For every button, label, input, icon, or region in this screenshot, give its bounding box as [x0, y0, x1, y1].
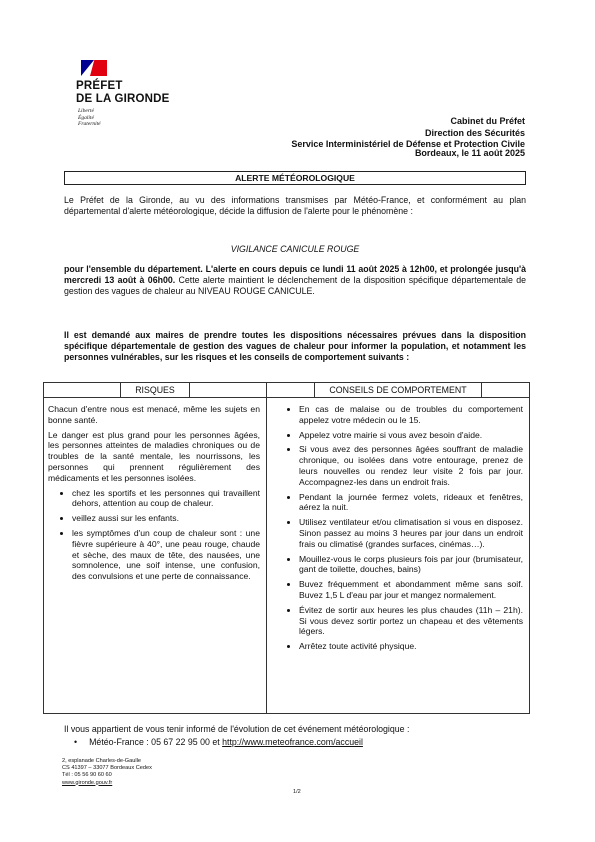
- motto-fraternite: Fraternité: [78, 121, 101, 127]
- footer-line-1: 2, esplanade Charles-de-Gaulle: [62, 758, 141, 764]
- footer-line-2: CS 41397 – 33077 Bordeaux Cedex: [62, 765, 152, 772]
- service-line-3: Service Interministériel de Défense et Protection Civile: [291, 139, 525, 149]
- risk-paragraph: Le danger est plus grand pour les personnes âgées, les personnes atteintes de maladies chroniques ou de troubles de la santé mentale, les nourrissons, les personnes qui prennent régulièrement des médicaments et les personnes isolées.: [48, 429, 260, 483]
- service-line-2: Direction des Sécurités: [424, 127, 525, 138]
- footer-line-3: Tél : 05 56 90 60 60: [62, 772, 112, 779]
- footer-website-link[interactable]: www.gironde.gouv.fr: [62, 779, 113, 786]
- prefecture-logo: [76, 60, 186, 128]
- advice-item: • Évitez de sortir aux heures les plus chaudes (11h – 21h). Si vous devez sortir portez un chapeau et des vêtements légers.: [299, 605, 523, 637]
- intro-paragraph: Le Préfet de la Gironde, au vu des informations transmises par Météo-France, et conformément au plan départemental d'alerte météorologique, décide la diffusion de l'alerte pour le phénomène :: [64, 195, 526, 216]
- advice-item: • Mouillez-vous le corps plusieurs fois par jour (brumisateur, gant de toilette, douches, bains): [299, 554, 523, 576]
- service-line-1: Cabinet du Préfet: [450, 116, 525, 126]
- risk-item: • veillez aussi sur les enfants.: [72, 513, 260, 524]
- meteo-phone: Météo-France : 05 67 22 95 00 et: [89, 737, 223, 747]
- risk-item: • les symptômes d'un coup de chaleur sont : une fièvre supérieure à 40°, une peau rouge, chaude et sèche, des maux de tête, des nausées, une somnolence, une soif intense, une confusion, des convulsions et une perte de connaissance.: [72, 528, 260, 582]
- advice-item: • Arrêtez toute activité physique.: [299, 641, 523, 652]
- advice-item: • Pendant la journée fermez volets, rideaux et fenêtres, aérez la nuit.: [299, 492, 523, 514]
- risk-paragraph: Chacun d'entre nous est menacé, même les sujets en bonne santé.: [48, 404, 260, 425]
- mayors-request-paragraph: Il est demandé aux maires de prendre toutes les dispositions nécessaires prévues dans la disposition spécifique départementale de gestion des vagues de chaleur pour informer la population, et notamment les personnes vulnérables, sur les risques et les conseils de comportement suivants :: [64, 330, 526, 362]
- risk-item: • chez les sportifs et les personnes qui travaillent dehors, attention au coup de chaleur.: [72, 488, 260, 510]
- risk-list: [48, 488, 260, 582]
- follow-up-section: [64, 724, 534, 748]
- risks-advice-table: [43, 382, 530, 714]
- advice-list: [267, 404, 523, 652]
- alert-period-normal: Cette alerte maintient le déclenchement de la disposition spécifique départementale de gestion des vagues de chaleur au NIVEAU ROUGE CANICULE.: [64, 275, 526, 296]
- risks-body: [44, 398, 266, 582]
- advice-body: [267, 398, 529, 652]
- motto-egalite: Égalité: [78, 114, 94, 121]
- motto-liberte: Liberté: [78, 108, 94, 114]
- logo-title-line1: PRÉFET: [76, 80, 123, 92]
- logo-title: [76, 80, 186, 105]
- logo-motto: [78, 108, 186, 128]
- meteo-link[interactable]: http://www.meteofrance.com/accueil: [222, 737, 363, 747]
- marianne-icon: [81, 60, 107, 76]
- alert-title: ALERTE MÉTÉOROLOGIQUE: [64, 171, 526, 185]
- advice-column: [267, 383, 529, 713]
- advice-header: CONSEILS DE COMPORTEMENT: [267, 383, 529, 398]
- advice-item: • Buvez fréquemment et abondamment même sans soif. Buvez 1,5 L d'eau par jour et mangez normalement.: [299, 579, 523, 601]
- alert-period-paragraph: [64, 264, 526, 297]
- advice-item: • Utilisez ventilateur et/ou climatisation si vous en disposez. Sinon passez au moins 3 heures par jour dans un endroit frais ou climatisé (grandes surfaces, cinémas…).: [299, 517, 523, 549]
- advice-item: • Si vous avez des personnes âgées souffrant de maladie chronique, ou isolées dans votre entourage, prenez de leurs nouvelles ou rendez leur visite 2 fois par jour. Accompagnez-les dans un endroit frais.: [299, 444, 523, 487]
- advice-item: • En cas de malaise ou de troubles du comportement appelez votre médecin ou le 15.: [299, 404, 523, 426]
- alert-period-bold: pour l'ensemble du département. L'alerte en cours depuis ce lundi 11 août 2025 à 12h00, et prolongée jusqu'à mercredi 13 août à 06h00.: [64, 264, 526, 285]
- logo-title-line2: DE LA GIRONDE: [76, 92, 170, 105]
- service-header: [291, 116, 525, 151]
- risks-column: [44, 383, 267, 713]
- risks-header: RISQUES: [44, 383, 266, 398]
- advice-item: • Appelez votre mairie si vous avez besoin d'aide.: [299, 430, 523, 441]
- meteo-contact: [88, 737, 534, 748]
- vigilance-level: VIGILANCE CANICULE ROUGE: [230, 244, 360, 254]
- document-date: Bordeaux, le 11 août 2025: [414, 148, 525, 158]
- follow-up-list: [64, 737, 534, 748]
- follow-up-text: Il vous appartient de vous tenir informé de l'évolution de cet événement météorologique :: [64, 724, 410, 734]
- page-number: 1/2: [293, 789, 301, 795]
- footer-address: [62, 758, 152, 787]
